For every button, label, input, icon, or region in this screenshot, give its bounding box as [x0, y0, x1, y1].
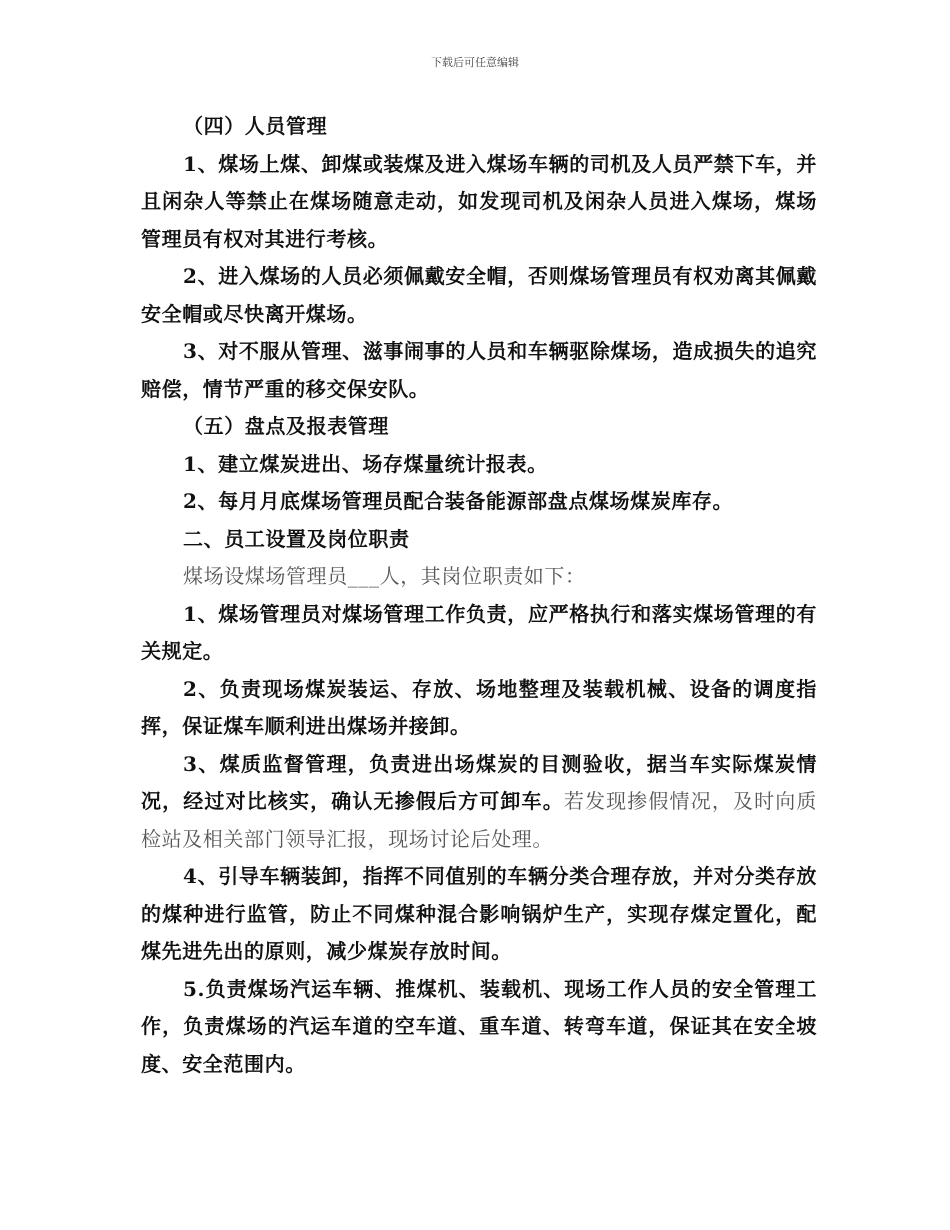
paragraph — [141, 746, 817, 859]
paragraph: 4、引导车辆装卸，指挥不同值别的车辆分类合理存放，并对分类存放的煤种进行监管，防止不同煤种混合影响锅炉生产，实现存煤定置化，配煤先进先出的原则，减少煤炭存放时间。 — [141, 864, 817, 963]
section-heading-inventory: （五）盘点及报表管理 — [183, 414, 389, 438]
paragraph: 5.负责煤场汽运车辆、推煤机、装载机、现场工作人员的安全管理工作，负责煤场的汽运车道的空车道、重车道、转弯车道，保证其在安全坡度、安全范围内。 — [141, 976, 817, 1076]
page-header: 下载后可任意编辑 — [431, 56, 519, 69]
document-body — [141, 108, 817, 1083]
section-heading-personnel: （四）人员管理 — [183, 114, 328, 138]
paragraph-part: 若发现掺假情况，及时向质检站及相关部门领导汇报，现场讨论后处理。 — [141, 789, 818, 851]
paragraph: 1、煤场上煤、卸煤或装煤及进入煤场车辆的司机及人员严禁下车，并且闲杂人等禁止在煤场随意走动，如发现司机及闲杂人员进入煤场，煤场管理员有权对其进行考核。 — [141, 151, 817, 251]
paragraph: 1、建立煤炭进出、场存煤量统计报表。 — [183, 451, 548, 476]
paragraph: 2、负责现场煤炭装运、存放、场地整理及装载机械、设备的调度指挥，保证煤车顺利进出煤场并接卸。 — [141, 676, 817, 738]
paragraph: 1、煤场管理员对煤场管理工作负责，应严格执行和落实煤场管理的有关规定。 — [141, 601, 817, 663]
paragraph-part: 3、煤质监督管理，负责进出场煤炭的目测验收，据当车实际煤炭情况，经过对比核实，确认无掺假后方可卸车。 — [141, 751, 817, 813]
paragraph: 2、进入煤场的人员必须佩戴安全帽，否则煤场管理员有权劝离其佩戴安全帽或尽快离开煤场。 — [141, 264, 817, 326]
paragraph: 煤场设煤场管理员___人，其岗位职责如下： — [183, 564, 586, 588]
section-heading-staffing: 二、员工设置及岗位职责 — [183, 526, 410, 551]
paragraph: 3、对不服从管理、滋事闹事的人员和车辆驱除煤场，造成损失的追究赔偿，情节严重的移交保安队。 — [141, 339, 817, 401]
paragraph: 2、每月月底煤场管理员配合装备能源部盘点煤场煤炭库存。 — [183, 489, 734, 513]
